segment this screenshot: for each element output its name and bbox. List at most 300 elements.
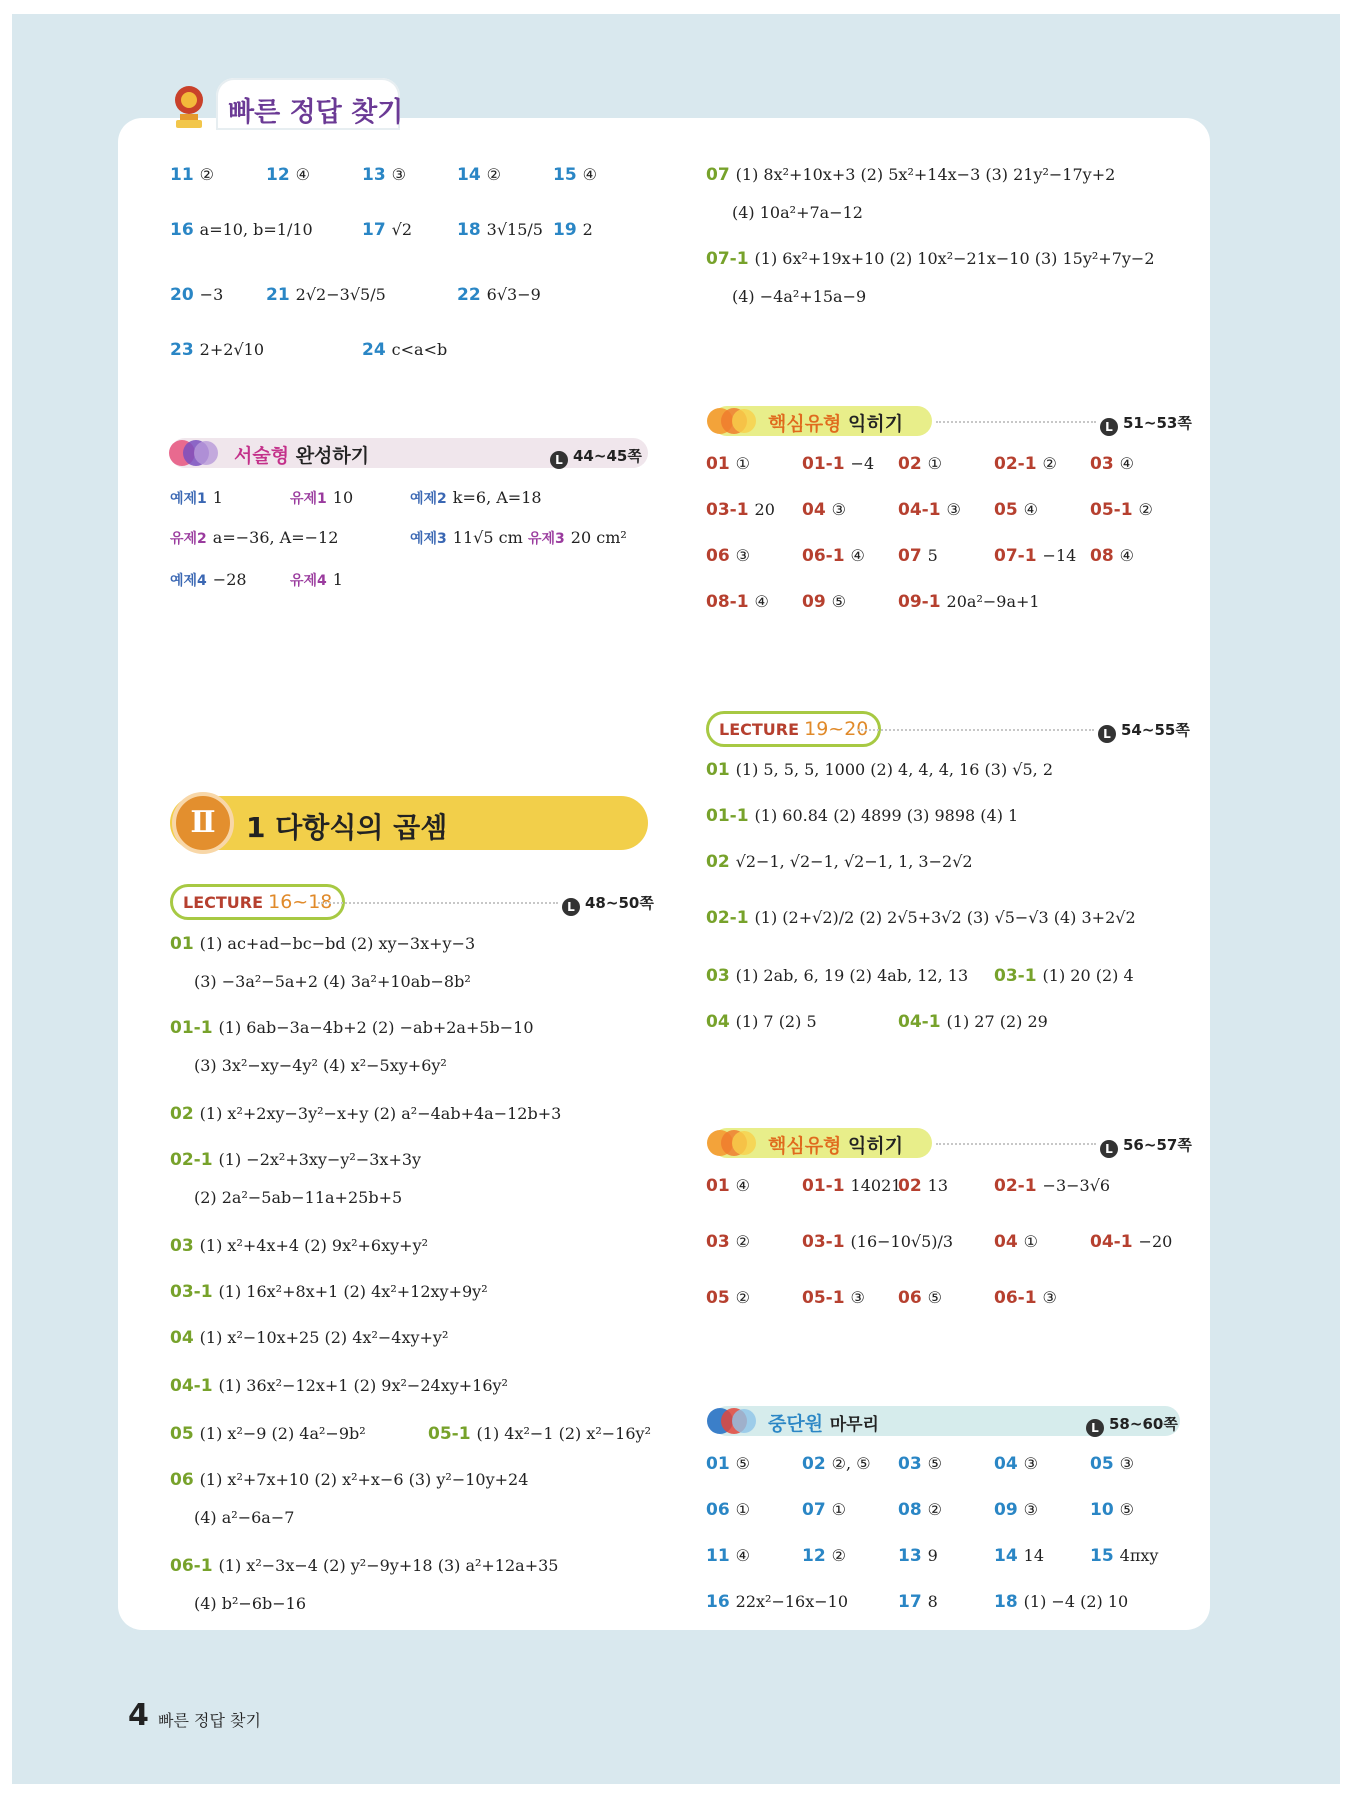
answer-item <box>994 1176 1110 1196</box>
answer-item <box>802 1232 953 1252</box>
answer-item <box>994 1592 1128 1612</box>
question-number: 03 <box>898 1454 922 1474</box>
answer-text: (4) 10a²+7a−12 <box>732 203 863 222</box>
answer-text: −14 <box>1042 546 1077 565</box>
answer-row-cont <box>732 203 863 222</box>
question-number: 04 <box>994 1454 1018 1474</box>
answer-item <box>706 1176 750 1196</box>
example-tag: 예제1 <box>170 491 207 507</box>
haeksim2-pages: L 56~57쪽 <box>1100 1134 1192 1158</box>
jungdan-title: 중단원 마무리 <box>768 1413 879 1435</box>
answer-card <box>118 118 1210 1630</box>
answer-item <box>706 1454 750 1474</box>
answer-row <box>706 165 1115 185</box>
seosul-item <box>290 488 353 508</box>
lecture-19-20-pill: LECTURE 19~20 <box>706 711 881 747</box>
page-title: 빠른 정답 찾기 <box>228 97 404 128</box>
question-number: 02 <box>898 1176 922 1196</box>
answer-item <box>994 1454 1038 1474</box>
answer-text: ③ <box>1023 1500 1039 1519</box>
lecture-row <box>428 1424 651 1444</box>
question-number: 02 <box>802 1454 826 1474</box>
seosul-item <box>290 570 343 590</box>
answer-item <box>362 220 412 240</box>
answer-item <box>266 165 310 185</box>
answer-item <box>802 500 846 520</box>
question-number: 01-1 <box>170 1018 213 1038</box>
question-number: 04 <box>706 1012 730 1032</box>
question-number: 21 <box>266 285 290 305</box>
question-number: 11 <box>170 165 194 185</box>
question-number: 04-1 <box>1090 1232 1133 1252</box>
answer-text: (4) −4a²+15a−9 <box>732 287 867 306</box>
answer-item <box>802 546 865 566</box>
question-number: 15 <box>553 165 577 185</box>
question-number: 03 <box>170 1236 194 1256</box>
answer-text: (1) 8x²+10x+3 (2) 5x²+14x−3 (3) 21y²−17y+2 <box>735 165 1116 184</box>
example-tag: 유제3 <box>528 531 565 547</box>
example-tag: 예제3 <box>410 531 447 547</box>
lecture-row <box>170 1018 534 1038</box>
question-number: 05-1 <box>1090 500 1133 520</box>
answer-text: 20 <box>754 500 775 519</box>
answer-text: 14 <box>1023 1546 1045 1565</box>
jungdan-pages: L 58~60쪽 <box>1086 1413 1178 1437</box>
seosul-item <box>410 528 523 548</box>
question-number: 11 <box>706 1546 730 1566</box>
answer-item <box>898 546 938 566</box>
answer-text: ① <box>1023 1232 1039 1251</box>
answer-item <box>994 1546 1044 1566</box>
question-number: 01-1 <box>706 806 749 826</box>
answer-item <box>802 592 846 612</box>
answer-text: ⑤ <box>927 1454 943 1473</box>
question-number: 17 <box>898 1592 922 1612</box>
question-number: 03 <box>706 1232 730 1252</box>
answer-text: (1) x²−3x−4 (2) y²−9y+18 (3) a²+12a+35 <box>218 1556 559 1575</box>
answer-item <box>706 1546 750 1566</box>
answer-item <box>802 1176 901 1196</box>
lecture-row <box>170 1424 366 1444</box>
lecture-l-icon: L <box>562 898 580 916</box>
question-number: 12 <box>266 165 290 185</box>
question-number: 02 <box>170 1104 194 1124</box>
question-number: 20 <box>170 285 194 305</box>
trophy-icon <box>170 84 208 130</box>
answer-text: (1) 5, 5, 5, 1000 (2) 4, 4, 4, 16 (3) √5, 2 <box>735 760 1054 779</box>
answer-text: (1) 6ab−3a−4b+2 (2) −ab+2a+5b−10 <box>218 1018 534 1037</box>
lecture-row <box>194 1188 402 1207</box>
answer-text: (1) 6x²+19x+10 (2) 10x²−21x−10 (3) 15y²+7y−2 <box>754 249 1155 268</box>
question-number: 16 <box>170 220 194 240</box>
answer-text: (1) x²+4x+4 (2) 9x²+6xy+y² <box>199 1236 429 1255</box>
question-number: 09 <box>994 1500 1018 1520</box>
answer-text: (1) 20 (2) 4 <box>1042 966 1134 985</box>
seosul-item <box>528 528 627 548</box>
lecture-16-18-pages: L 48~50쪽 <box>562 892 654 916</box>
lecture-16-18-pill: LECTURE 16~18 <box>170 884 345 920</box>
question-number: 15 <box>1090 1546 1114 1566</box>
lecture-row <box>170 1470 528 1490</box>
answer-text: ① <box>831 1500 847 1519</box>
lecture-row <box>194 1594 306 1613</box>
question-number: 16 <box>706 1592 730 1612</box>
answer-text: 8 <box>927 1592 938 1611</box>
answer-text: ② <box>199 165 215 184</box>
answer-text: 6√3−9 <box>486 285 541 304</box>
question-number: 22 <box>457 285 481 305</box>
answer-text: ③ <box>1042 1288 1057 1307</box>
question-number: 06-1 <box>994 1288 1037 1308</box>
answer-text: ② <box>735 1232 751 1251</box>
answer-item <box>1090 1546 1158 1566</box>
answer-text: ⑤ <box>927 1288 943 1307</box>
lecture-row <box>170 1328 448 1348</box>
lecture-row <box>898 1012 1048 1032</box>
answer-item <box>994 1500 1038 1520</box>
question-number: 03 <box>1090 454 1114 474</box>
example-tag: 유제2 <box>170 531 207 547</box>
lecture-row <box>194 1508 294 1527</box>
answer-text: ② <box>927 1500 943 1519</box>
answer-text: 13 <box>927 1176 949 1195</box>
question-number: 24 <box>362 340 386 360</box>
question-number: 10 <box>1090 1500 1114 1520</box>
question-number: 02-1 <box>994 454 1037 474</box>
answer-item <box>362 340 447 360</box>
question-number: 03-1 <box>706 500 749 520</box>
question-number: 05 <box>170 1424 194 1444</box>
answer-item <box>802 1454 871 1474</box>
answer-text: ③ <box>391 165 407 184</box>
question-number: 03-1 <box>802 1232 845 1252</box>
answer-text: ⑤ <box>831 592 847 611</box>
question-number: 02-1 <box>994 1176 1037 1196</box>
answer-text: 2+2√10 <box>199 340 264 359</box>
answer-item <box>802 1546 846 1566</box>
answer-item <box>706 454 750 474</box>
answer-text: ⑤ <box>1119 1500 1135 1519</box>
question-number: 01 <box>706 1176 730 1196</box>
answer-text: 10 <box>332 488 354 507</box>
dotted-divider <box>936 1143 1096 1145</box>
answer-text: c<a<b <box>391 340 448 359</box>
question-number: 05-1 <box>428 1424 471 1444</box>
answer-text: ④ <box>735 1546 751 1565</box>
answer-text: 2 <box>582 220 593 239</box>
answer-text: ③ <box>1023 1454 1039 1473</box>
answer-text: (1) 4x²−1 (2) x²−16y² <box>476 1424 651 1443</box>
question-number: 06 <box>706 546 730 566</box>
answer-text: ① <box>735 454 751 473</box>
answer-item <box>898 500 961 520</box>
answer-text: ④ <box>295 165 311 184</box>
question-number: 08 <box>1090 546 1114 566</box>
answer-text: √2 <box>391 220 413 239</box>
answer-text: 11√5 cm <box>452 528 523 547</box>
answer-text: −4 <box>850 454 875 473</box>
answer-item <box>706 1500 750 1520</box>
lecture-row <box>706 1012 817 1032</box>
question-number: 02-1 <box>706 908 749 928</box>
question-number: 18 <box>457 220 481 240</box>
footer-title: 빠른 정답 찾기 <box>158 1711 261 1730</box>
question-number: 01 <box>170 934 194 954</box>
question-number: 04 <box>994 1232 1018 1252</box>
section-circles-icon <box>706 1404 758 1438</box>
answer-item <box>266 285 386 305</box>
answer-text: (1) x²−10x+25 (2) 4x²−4xy+y² <box>199 1328 449 1347</box>
question-number: 05-1 <box>802 1288 845 1308</box>
answer-text: 1 <box>332 570 343 589</box>
section-circles-icon <box>706 404 758 438</box>
answer-item <box>1090 1232 1172 1252</box>
question-number: 06 <box>170 1470 194 1490</box>
seosul-item <box>170 528 338 548</box>
lecture-l-icon: L <box>1100 418 1118 436</box>
answer-text: ② <box>831 1546 847 1565</box>
question-number: 07 <box>802 1500 826 1520</box>
answer-item <box>994 454 1057 474</box>
answer-text: (1) −4 (2) 10 <box>1023 1592 1129 1611</box>
answer-item <box>898 1592 938 1612</box>
seosul-pages: L 44~45쪽 <box>550 445 642 469</box>
answer-item <box>898 1288 942 1308</box>
question-number: 07 <box>898 546 922 566</box>
answer-item <box>706 1288 750 1308</box>
question-number: 23 <box>170 340 194 360</box>
example-tag: 유제4 <box>290 573 327 589</box>
answer-text: ② <box>1138 500 1153 519</box>
question-number: 08 <box>898 1500 922 1520</box>
haeksim1-pages: L 51~53쪽 <box>1100 412 1192 436</box>
answer-item <box>170 340 264 360</box>
section-circles-icon <box>706 1126 758 1160</box>
answer-item <box>553 165 597 185</box>
question-number: 12 <box>802 1546 826 1566</box>
answer-item <box>706 592 769 612</box>
answer-text: (1) 27 (2) 29 <box>946 1012 1048 1031</box>
answer-text: (1) 2ab, 6, 19 (2) 4ab, 12, 13 <box>735 966 969 985</box>
answer-text: ③ <box>850 1288 865 1307</box>
answer-item <box>802 1500 846 1520</box>
answer-text: √2−1, √2−1, √2−1, 1, 3−2√2 <box>735 852 973 871</box>
question-number: 07-1 <box>706 249 749 269</box>
lecture-l-icon: L <box>1086 1419 1104 1437</box>
question-number: 05 <box>994 500 1018 520</box>
answer-text: (1) (2+√2)/2 (2) 2√5+3√2 (3) √5−√3 (4) 3+2√2 <box>754 908 1136 927</box>
answer-text: (4) b²−6b−16 <box>194 1594 306 1613</box>
answer-item <box>457 220 543 240</box>
lecture-row <box>706 760 1053 780</box>
answer-item <box>802 1288 865 1308</box>
section-circles-icon <box>168 436 220 470</box>
question-number: 04 <box>170 1328 194 1348</box>
answer-item <box>994 546 1076 566</box>
answer-item <box>994 1288 1057 1308</box>
question-number: 04-1 <box>170 1376 213 1396</box>
lecture-row <box>194 972 471 991</box>
answer-text: 20a²−9a+1 <box>946 592 1040 611</box>
answer-item <box>170 285 223 305</box>
lecture-l-icon: L <box>550 451 568 469</box>
question-number: 01 <box>706 760 730 780</box>
answer-item <box>706 1232 750 1252</box>
answer-item <box>553 220 593 240</box>
answer-row <box>706 249 1155 269</box>
answer-item <box>802 454 874 474</box>
question-number: 07-1 <box>994 546 1037 566</box>
answer-text: (1) 36x²−12x+1 (2) 9x²−24xy+16y² <box>218 1376 508 1395</box>
answer-text: 1 <box>212 488 223 507</box>
lecture-l-icon: L <box>1098 725 1116 743</box>
answer-text: ④ <box>1023 500 1039 519</box>
answer-text: ② <box>1042 454 1057 473</box>
answer-item <box>706 500 775 520</box>
chapter-roman-badge: Ⅱ <box>172 792 234 854</box>
answer-text: (16−10√5)/3 <box>850 1232 954 1251</box>
answer-text: (2) 2a²−5ab−11a+25b+5 <box>194 1188 403 1207</box>
answer-text: ① <box>735 1500 751 1519</box>
answer-text: ⑤ <box>735 1454 751 1473</box>
question-number: 02 <box>706 852 730 872</box>
answer-text: ① <box>927 454 943 473</box>
lecture-row <box>706 806 1018 826</box>
lecture-row <box>194 1056 447 1075</box>
answer-text: ④ <box>582 165 598 184</box>
seosul-item <box>170 488 223 508</box>
answer-text: (1) 60.84 (2) 4899 (3) 9898 (4) 1 <box>754 806 1019 825</box>
answer-text: 9 <box>927 1546 938 1565</box>
answer-text: 5 <box>927 546 938 565</box>
page-number: 4 <box>128 1698 149 1733</box>
answer-item <box>362 165 406 185</box>
answer-text: (4) a²−6a−7 <box>194 1508 295 1527</box>
answer-text: 20 cm² <box>570 528 627 547</box>
question-number: 04 <box>802 500 826 520</box>
question-number: 08-1 <box>706 592 749 612</box>
answer-text: 2√2−3√5/5 <box>295 285 386 304</box>
question-number: 03-1 <box>994 966 1037 986</box>
answer-item <box>1090 500 1153 520</box>
answer-text: −3 <box>199 285 224 304</box>
lecture-row <box>706 966 968 986</box>
dotted-divider <box>318 902 558 904</box>
seosul-title: 서술형 완성하기 <box>234 445 370 467</box>
question-number: 07 <box>706 165 730 185</box>
answer-text: a=10, b=1/10 <box>199 220 313 239</box>
answer-item <box>898 1546 938 1566</box>
lecture-row <box>170 934 475 954</box>
answer-item <box>457 285 541 305</box>
answer-text: ③ <box>946 500 961 519</box>
question-number: 18 <box>994 1592 1018 1612</box>
answer-text: −3−3√6 <box>1042 1176 1111 1195</box>
question-number: 17 <box>362 220 386 240</box>
question-number: 02 <box>898 454 922 474</box>
answer-text: −20 <box>1138 1232 1173 1251</box>
lecture-l-icon: L <box>1100 1140 1118 1158</box>
answer-item <box>898 1500 942 1520</box>
answer-item <box>706 1592 848 1612</box>
answer-text: (1) 16x²+8x+1 (2) 4x²+12xy+9y² <box>218 1282 488 1301</box>
question-number: 19 <box>553 220 577 240</box>
answer-item <box>898 1176 948 1196</box>
seosul-item <box>410 488 542 508</box>
answer-item <box>706 546 750 566</box>
question-number: 05 <box>1090 1454 1114 1474</box>
question-number: 01-1 <box>802 1176 845 1196</box>
question-number: 06 <box>706 1500 730 1520</box>
question-number: 04-1 <box>898 500 941 520</box>
answer-item <box>170 165 214 185</box>
answer-text: ④ <box>735 1176 751 1195</box>
answer-text: ④ <box>754 592 769 611</box>
question-number: 06-1 <box>170 1556 213 1576</box>
answer-text: ③ <box>735 546 751 565</box>
question-number: 14 <box>457 165 481 185</box>
lecture-row <box>994 966 1134 986</box>
question-number: 03 <box>706 966 730 986</box>
chapter-title: 1 다항식의 곱셈 <box>246 811 448 844</box>
lecture-row <box>706 908 1136 928</box>
answer-item <box>457 165 501 185</box>
question-number: 05 <box>706 1288 730 1308</box>
lecture-row <box>170 1282 488 1302</box>
answer-text: (1) x²+2xy−3y²−x+y (2) a²−4ab+4a−12b+3 <box>199 1104 562 1123</box>
answer-text: ③ <box>1119 1454 1135 1473</box>
answer-item <box>1090 546 1134 566</box>
example-tag: 유제1 <box>290 491 327 507</box>
question-number: 02-1 <box>170 1150 213 1170</box>
answer-item <box>170 220 313 240</box>
answer-item <box>994 500 1038 520</box>
question-number: 01 <box>706 454 730 474</box>
example-tag: 예제4 <box>170 573 207 589</box>
answer-text: (1) −2x²+3xy−y²−3x+3y <box>218 1150 422 1169</box>
answer-item <box>898 592 1040 612</box>
answer-text: 22x²−16x−10 <box>735 1592 849 1611</box>
answer-text: ② <box>486 165 502 184</box>
answer-text: k=6, A=18 <box>452 488 542 507</box>
haeksim1-title: 핵심유형 익히기 <box>768 413 904 435</box>
question-number: 04-1 <box>898 1012 941 1032</box>
question-number: 06 <box>898 1288 922 1308</box>
lecture-row <box>170 1556 558 1576</box>
answer-text: ④ <box>850 546 865 565</box>
question-number: 13 <box>898 1546 922 1566</box>
lecture-row <box>170 1376 508 1396</box>
answer-text: (1) ac+ad−bc−bd (2) xy−3x+y−3 <box>199 934 476 953</box>
question-number: 03-1 <box>170 1282 213 1302</box>
answer-item <box>1090 1454 1134 1474</box>
answer-item <box>898 1454 942 1474</box>
question-number: 06-1 <box>802 546 845 566</box>
lecture-row <box>170 1150 421 1170</box>
answer-item <box>898 454 942 474</box>
answer-text: (3) 3x²−xy−4y² (4) x²−5xy+6y² <box>194 1056 447 1075</box>
question-number: 13 <box>362 165 386 185</box>
answer-text: (1) x²+7x+10 (2) x²+x−6 (3) y²−10y+24 <box>199 1470 529 1489</box>
lecture-row <box>706 852 973 872</box>
answer-item <box>1090 454 1134 474</box>
answer-text: 4πxy <box>1119 1546 1159 1565</box>
answer-text: ④ <box>1119 546 1135 565</box>
answer-text: 3√15/5 <box>486 220 543 239</box>
question-number: 01-1 <box>802 454 845 474</box>
question-number: 09-1 <box>898 592 941 612</box>
dotted-divider <box>936 421 1096 423</box>
